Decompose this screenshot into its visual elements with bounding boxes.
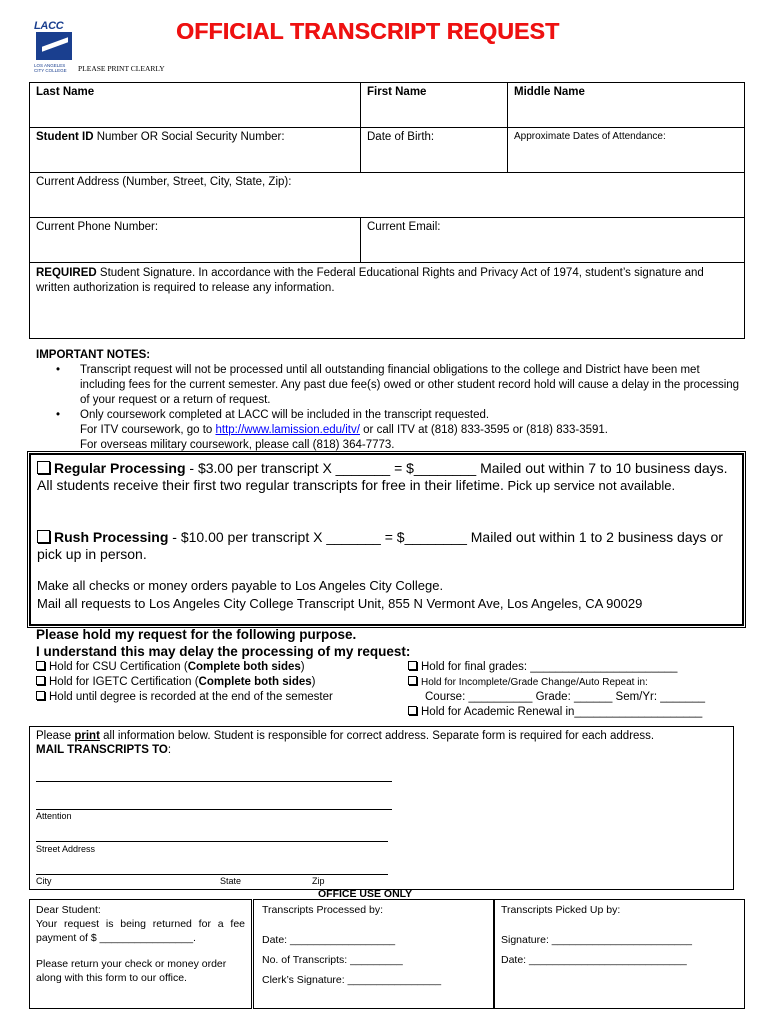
student-id-field[interactable]: Student ID Number OR Social Security Number:: [30, 128, 361, 173]
phone-field[interactable]: Current Phone Number:: [30, 218, 361, 263]
email-field[interactable]: Current Email:: [361, 218, 745, 263]
hold-final[interactable]: Hold for final grades: _______________________: [408, 660, 705, 675]
note-item: • Only coursework completed at LACC will be included in the transcript requested. For ITV coursework, go to http://www.lamission.edu/itv/ or call ITV at (818) 833-3595 or (818) 833-3591. For overseas military coursework, please call (818) 364-7773.: [80, 408, 746, 453]
note-item: • Transcript request will not be processed until all outstanding financial obligations to the college and District have been met including fees for the current semester. Any past due fee(s) owed or other student record hold will cause a delay in the processing of your request or a return of request.: [80, 363, 746, 408]
office-use-title: OFFICE USE ONLY: [318, 888, 413, 900]
attention-label: Attention: [36, 811, 72, 821]
attention-line[interactable]: [36, 809, 392, 810]
mail-address: Mail all requests to Los Angeles City College Transcript Unit, 855 N Vermont Ave, Los Angeles, CA 90029: [37, 596, 643, 611]
page-title: OFFICIAL TRANSCRIPT REQUEST: [176, 18, 560, 44]
office-processed: Transcripts Processed by: Date: __________________ No. of Transcripts: _________ Clerk’s Signature: ________________: [253, 899, 494, 1009]
state-label: State: [220, 876, 242, 886]
rush-processing: Rush Processing - $10.00 per transcript X _______ = $________ Mailed out within 1 to 2 business days or pick up in person.: [37, 529, 723, 562]
final-checkbox[interactable]: [408, 661, 417, 670]
incomplete-checkbox[interactable]: [408, 676, 417, 685]
notes-heading: IMPORTANT NOTES:: [36, 349, 151, 361]
hold-options-left: [36, 660, 333, 705]
street-line[interactable]: [36, 841, 388, 842]
igetc-checkbox[interactable]: [36, 676, 45, 685]
hold-options-right: [408, 660, 705, 720]
regular-processing: Regular Processing - $3.00 per transcript X _______ = $________ Mailed out within 7 to 10 business days. All students receive their first two regular transcripts for free in their lifetime. Pick up service not available.: [37, 460, 728, 493]
student-info-grid: [29, 82, 745, 339]
name-line[interactable]: [36, 781, 392, 782]
signature-field[interactable]: REQUIRED Student Signature. In accordance with the Federal Educational Rights and Privacy Act of 1974, student’s signature and written authorization is required to release any information.: [30, 263, 745, 339]
first-name-field[interactable]: First Name: [361, 83, 508, 128]
logo-text: LACC: [34, 20, 64, 32]
important-notes: [36, 348, 746, 453]
logo-mark-icon: [36, 32, 72, 60]
csu-checkbox[interactable]: [36, 661, 45, 670]
attendance-field[interactable]: Approximate Dates of Attendance:: [508, 128, 745, 173]
city-label: City: [36, 876, 52, 886]
hold-renewal[interactable]: Hold for Academic Renewal in____________________: [408, 705, 705, 720]
zip-label: Zip: [312, 876, 325, 886]
itv-link[interactable]: http://www.lamission.edu/itv/: [215, 424, 360, 436]
dob-field[interactable]: Date of Birth:: [361, 128, 508, 173]
hold-degree[interactable]: Hold until degree is recorded at the end of the semester: [36, 690, 333, 705]
lacc-logo: [34, 20, 76, 76]
street-label: Street Address: [36, 844, 96, 854]
degree-checkbox[interactable]: [36, 691, 45, 700]
hold-csu[interactable]: Hold for CSU Certification (Complete both sides): [36, 660, 333, 675]
checks-payable: Make all checks or money orders payable to Los Angeles City College.: [37, 578, 444, 593]
office-use-section: [29, 899, 745, 1009]
hold-incomplete[interactable]: Hold for Incomplete/Grade Change/Auto Repeat in:: [408, 675, 705, 690]
address-field[interactable]: Current Address (Number, Street, City, State, Zip):: [30, 173, 745, 218]
processing-box: [29, 453, 744, 626]
hold-heading: Please hold my request for the following purpose. I understand this may delay the processing of my request:: [36, 627, 411, 659]
renewal-checkbox[interactable]: [408, 706, 417, 715]
last-name-field[interactable]: Last Name: [30, 83, 361, 128]
office-picked-up: Transcripts Picked Up by: Signature: ________________________ Date: ___________________________: [494, 899, 745, 1009]
mailing-box: [29, 726, 734, 890]
office-dear-student: Dear Student: Your request is being returned for a fee payment of $ ________________. Please return your check or money order along with this form to our office.: [29, 899, 252, 1009]
hold-course[interactable]: Course: __________ Grade: ______ Sem/Yr: _______: [425, 691, 706, 703]
rush-checkbox[interactable]: [37, 530, 50, 543]
middle-name-field[interactable]: Middle Name: [508, 83, 745, 128]
logo-subtext: LOS ANGELES CITY COLLEGE: [34, 63, 67, 73]
city-line[interactable]: [36, 874, 388, 875]
mailing-intro: Please print all information below. Student is responsible for correct address. Separate form is required for each address. MAIL TRANSCRIPTS TO:: [36, 730, 655, 756]
hold-igetc[interactable]: Hold for IGETC Certification (Complete both sides): [36, 675, 333, 690]
print-clearly-note: PLEASE PRINT CLEARLY: [78, 64, 165, 73]
regular-checkbox[interactable]: [37, 461, 50, 474]
